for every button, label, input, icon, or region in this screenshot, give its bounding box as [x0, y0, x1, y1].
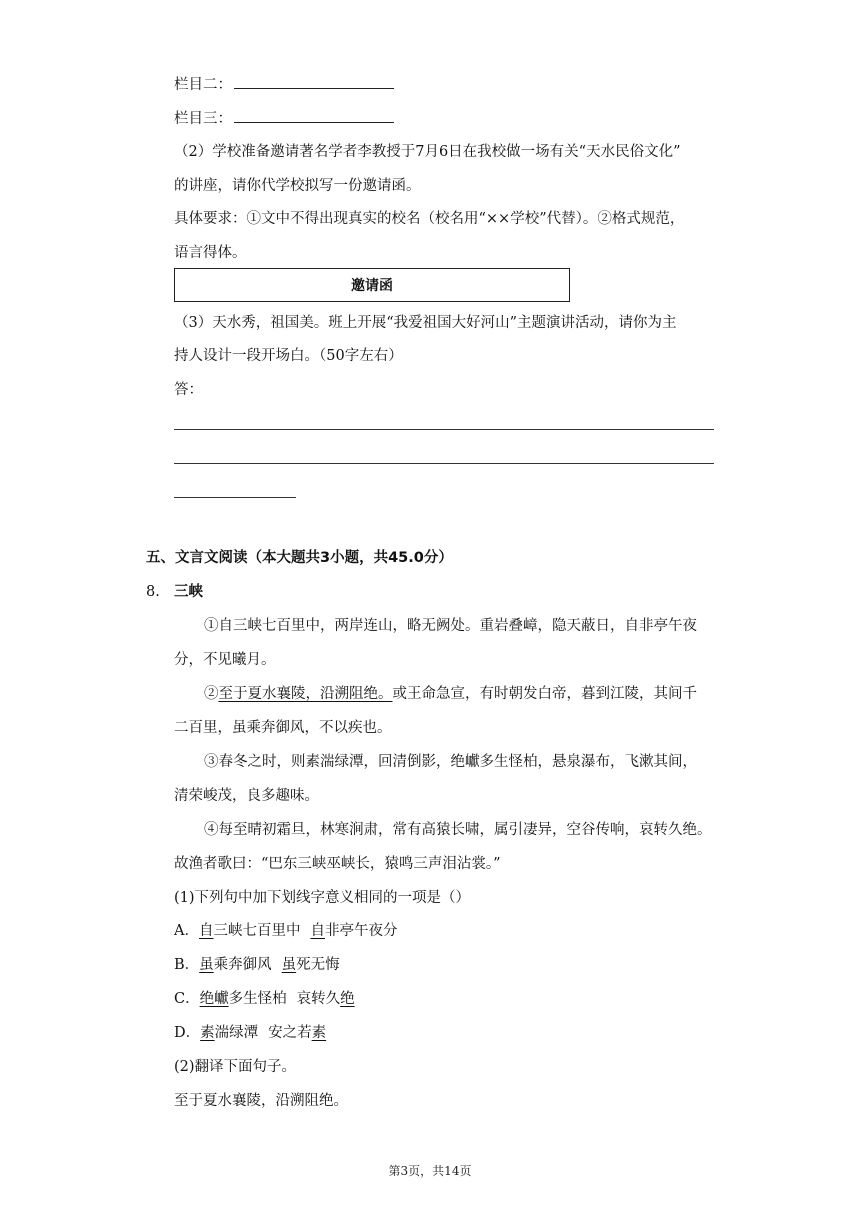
option-a-word-1: 自: [198, 923, 214, 939]
para-2-rest: 或王命急宣，有时朝发白帝，暮到江陵，其间千: [392, 686, 697, 702]
para-4-line-2: 故渔者歌曰：“巴东三峡巫峡长，猿鸣三声泪沾裳。”: [174, 856, 501, 872]
q8-title: 三峡: [174, 584, 203, 600]
option-c-label: C．: [174, 991, 200, 1007]
invitation-title: 邀请函: [351, 278, 393, 294]
option-d-phrase-2-prefix: 安之若: [268, 1025, 312, 1041]
option-c-word-2: 绝: [340, 991, 355, 1007]
column-2-row: [174, 74, 394, 95]
section-5-heading: 五、文言文阅读（本大题共3小题，共45.0分）: [146, 550, 453, 566]
para-2-underlined-sentence: 至于夏水襄陵，沿溯阻绝。: [218, 686, 393, 702]
para-1-line-2: 分，不见曦月。: [174, 652, 276, 668]
option-a[interactable]: [174, 921, 397, 941]
option-a-word-2: 自: [310, 923, 325, 939]
option-c-phrase-2-prefix: 哀转久: [296, 991, 341, 1007]
para-1-line-1: ①自三峡七百里中，两岸连山，略无阙处。重岩叠嶂，隐天蔽日，自非亭午夜: [204, 618, 697, 634]
para-3-line-2: 清荣峻茂，良多趣味。: [174, 788, 319, 804]
option-d-label: D．: [174, 1025, 201, 1041]
option-c[interactable]: [174, 989, 355, 1009]
column-2-label: 栏目二：: [174, 77, 232, 93]
answer-line-2[interactable]: [174, 463, 714, 464]
q3-line-1: （3）天水秀，祖国美。班上开展“我爱祖国大好河山”主题演讲活动，请你为主: [174, 315, 677, 331]
option-d-word-2: 素: [311, 1025, 327, 1041]
answer-line-1[interactable]: [174, 429, 714, 430]
option-b-label: B．: [174, 957, 200, 973]
option-d-phrase-1-rest: 湍绿潭: [214, 1025, 259, 1041]
invitation-box[interactable]: [174, 268, 570, 302]
answer-label: 答：: [174, 382, 203, 398]
answer-line-3[interactable]: [174, 497, 296, 498]
q2-requirement-line-1: 具体要求：①文中不得出现真实的校名（校名用“××学校”代替）。②格式规范，: [174, 211, 685, 227]
option-b-phrase-1-rest: 乘奔御风: [213, 957, 272, 973]
option-b-word-2: 虽: [281, 957, 297, 973]
option-d[interactable]: [174, 1023, 326, 1043]
q2-line-2: 的讲座，请你代学校拟写一份邀请函。: [174, 178, 421, 194]
option-a-phrase-2-rest: 非亭午夜分: [324, 923, 398, 939]
option-a-phrase-1-rest: 三峡七百里中: [213, 923, 301, 939]
q8-number: 8.: [146, 584, 160, 600]
q3-line-2: 持人设计一段开场白。（50字左右）: [174, 348, 403, 364]
column-3-blank[interactable]: [234, 108, 394, 123]
option-c-word-1: 绝巘: [199, 991, 229, 1007]
para-4-line-1: ④每至晴初霜旦，林寒涧肃，常有高猿长啸，属引凄异，空谷传响，哀转久绝。: [204, 822, 712, 838]
column-3-row: [174, 108, 394, 129]
option-b-phrase-2-rest: 死无悔: [296, 957, 340, 973]
option-d-word-1: 素: [200, 1025, 215, 1041]
option-b-word-1: 虽: [199, 957, 214, 973]
option-a-label: A．: [174, 923, 199, 939]
para-2-line-1: [204, 684, 697, 704]
para-3-line-1: ③春冬之时，则素湍绿潭，回清倒影，绝巘多生怪柏，悬泉瀑布，飞漱其间，: [204, 754, 697, 770]
sub-question-2-sentence: 至于夏水襄陵，沿溯阻绝。: [174, 1093, 348, 1109]
para-2-prefix: ②: [204, 686, 219, 702]
para-2-line-2: 二百里，虽乘奔御风，不以疾也。: [174, 720, 392, 736]
sub-question-1-stem: (1)下列句中加下划线字意义相同的一项是（）: [174, 890, 471, 906]
option-c-phrase-1-rest: 多生怪柏: [228, 991, 287, 1007]
column-3-label: 栏目三：: [174, 111, 232, 127]
option-b[interactable]: [174, 955, 340, 975]
sub-question-2-stem: (2)翻译下面句子。: [174, 1059, 297, 1075]
q2-line-1: （2）学校准备邀请著名学者李教授于7月6日在我校做一场有关“天水民俗文化”: [174, 144, 681, 160]
q2-requirement-line-2: 语言得体。: [174, 245, 247, 261]
page-footer: 第3页，共14页: [388, 1164, 472, 1178]
column-2-blank[interactable]: [234, 74, 394, 89]
